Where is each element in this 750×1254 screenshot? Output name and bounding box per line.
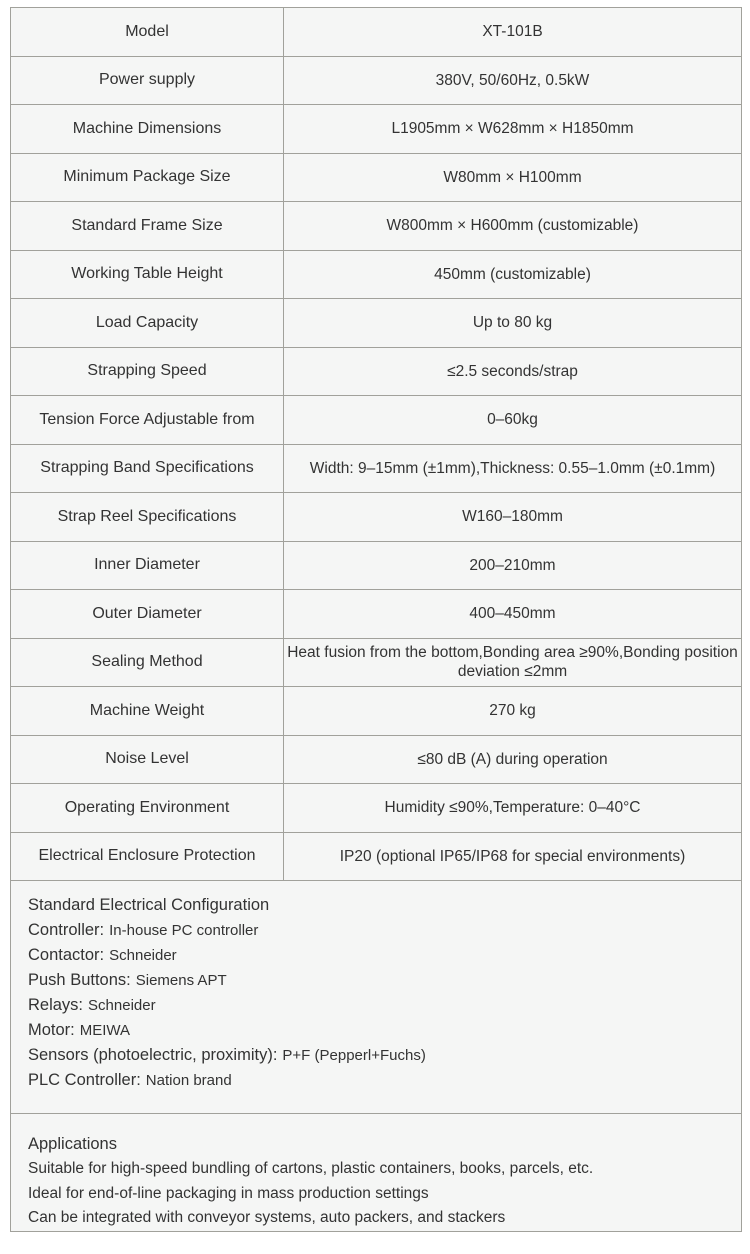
spec-value: L1905mm × W628mm × H1850mm [391, 120, 634, 138]
config-item-push-buttons [28, 968, 721, 993]
spec-value: W160–180mm [462, 508, 563, 526]
config-item-value: Siemens APT [135, 972, 227, 989]
spec-value: Width: 9–15mm (±1mm),Thickness: 0.55–1.0mm (±0.1mm) [309, 459, 716, 477]
spec-row-model [11, 8, 741, 57]
config-item-label: Contactor: [28, 946, 105, 964]
spec-label: Minimum Package Size [11, 154, 284, 202]
spec-label: Electrical Enclosure Protection [11, 833, 284, 881]
spec-value: XT-101B [482, 23, 543, 41]
config-item-sensors [28, 1043, 721, 1068]
spec-value: Up to 80 kg [472, 314, 553, 332]
spec-row-inner-diameter [11, 542, 741, 591]
spec-label: Tension Force Adjustable from [11, 396, 284, 444]
spec-row-working-table-height [11, 251, 741, 300]
config-item-value: Nation brand [145, 1072, 232, 1089]
spec-row-minimum-package-size [11, 154, 741, 203]
applications-line: Can be integrated with conveyor systems, auto packers, and stackers [28, 1209, 506, 1226]
spec-value: 200–210mm [469, 556, 556, 574]
config-item-label: Push Buttons: [28, 971, 131, 989]
spec-row-load-capacity [11, 299, 741, 348]
spec-value: 450mm (customizable) [434, 265, 591, 283]
spec-value: IP20 (optional IP65/IP68 for special environments) [339, 847, 686, 865]
spec-value: 270 kg [489, 702, 536, 720]
spec-label: Machine Dimensions [11, 105, 284, 153]
config-item-label: Sensors (photoelectric, proximity): [28, 1046, 278, 1064]
spec-value: Humidity ≤90%,Temperature: 0–40°C [384, 799, 641, 817]
spec-value: 0–60kg [487, 411, 538, 429]
config-item-value: In-house PC controller [109, 922, 259, 939]
config-item-motor [28, 1018, 721, 1043]
config-item-value: MEIWA [79, 1022, 131, 1039]
config-item-label: Motor: [28, 1021, 75, 1039]
spec-row-outer-diameter [11, 590, 741, 639]
spec-row-strapping-speed [11, 348, 741, 397]
spec-label: Strapping Band Specifications [11, 445, 284, 493]
spec-label: Outer Diameter [11, 590, 284, 638]
config-item-value: Schneider [88, 997, 156, 1014]
spec-row-standard-frame-size [11, 202, 741, 251]
electrical-configuration-block [11, 881, 741, 1114]
spec-row-machine-dimensions [11, 105, 741, 154]
spec-label: Noise Level [11, 736, 284, 784]
applications-heading: Applications [28, 1135, 117, 1153]
spec-label: Strapping Speed [11, 348, 284, 396]
spec-value: 400–450mm [469, 605, 556, 623]
spec-value: 380V, 50/60Hz, 0.5kW [435, 71, 590, 89]
spec-value: ≤2.5 seconds/strap [447, 362, 578, 380]
config-item-plc-controller [28, 1068, 721, 1093]
spec-label: Strap Reel Specifications [11, 493, 284, 541]
applications-block [11, 1114, 741, 1231]
spec-row-machine-weight [11, 687, 741, 736]
config-item-controller [28, 918, 721, 943]
spec-label: Inner Diameter [11, 542, 284, 590]
config-item-contactor [28, 943, 721, 968]
applications-line: Ideal for end-of-line packaging in mass production settings [28, 1184, 429, 1202]
spec-row-enclosure-protection [11, 833, 741, 882]
spec-row-strap-reel-specs [11, 493, 741, 542]
spec-value: ≤80 dB (A) during operation [417, 750, 608, 768]
spec-row-power-supply [11, 57, 741, 106]
config-item-label: PLC Controller: [28, 1071, 141, 1089]
spec-label: Machine Weight [11, 687, 284, 735]
specification-table [10, 7, 742, 1232]
spec-label: Load Capacity [11, 299, 284, 347]
spec-label: Standard Frame Size [11, 202, 284, 250]
spec-row-tension-force [11, 396, 741, 445]
spec-label: Operating Environment [11, 784, 284, 832]
spec-row-sealing-method [11, 639, 741, 688]
spec-row-operating-environment [11, 784, 741, 833]
spec-row-noise-level [11, 736, 741, 785]
config-item-value: Schneider [109, 947, 177, 964]
spec-label: Sealing Method [11, 639, 284, 687]
spec-row-strapping-band-specs [11, 445, 741, 494]
config-item-label: Controller: [28, 921, 105, 939]
spec-value: W800mm × H600mm (customizable) [386, 217, 639, 235]
config-item-value: P+F (Pepperl+Fuchs) [282, 1047, 426, 1064]
applications-line: Suitable for high-speed bundling of cartons, plastic containers, books, parcels, etc. [28, 1160, 594, 1177]
spec-label: Power supply [11, 57, 284, 105]
spec-label: Working Table Height [11, 251, 284, 299]
spec-value: Heat fusion from the bottom,Bonding area ≥90%,Bonding position deviation ≤2mm [287, 643, 738, 681]
spec-value: W80mm × H100mm [443, 168, 582, 186]
config-item-label: Relays: [28, 996, 84, 1014]
electrical-configuration-heading: Standard Electrical Configuration [28, 896, 270, 914]
config-item-relays [28, 993, 721, 1018]
spec-label: Model [11, 8, 284, 56]
